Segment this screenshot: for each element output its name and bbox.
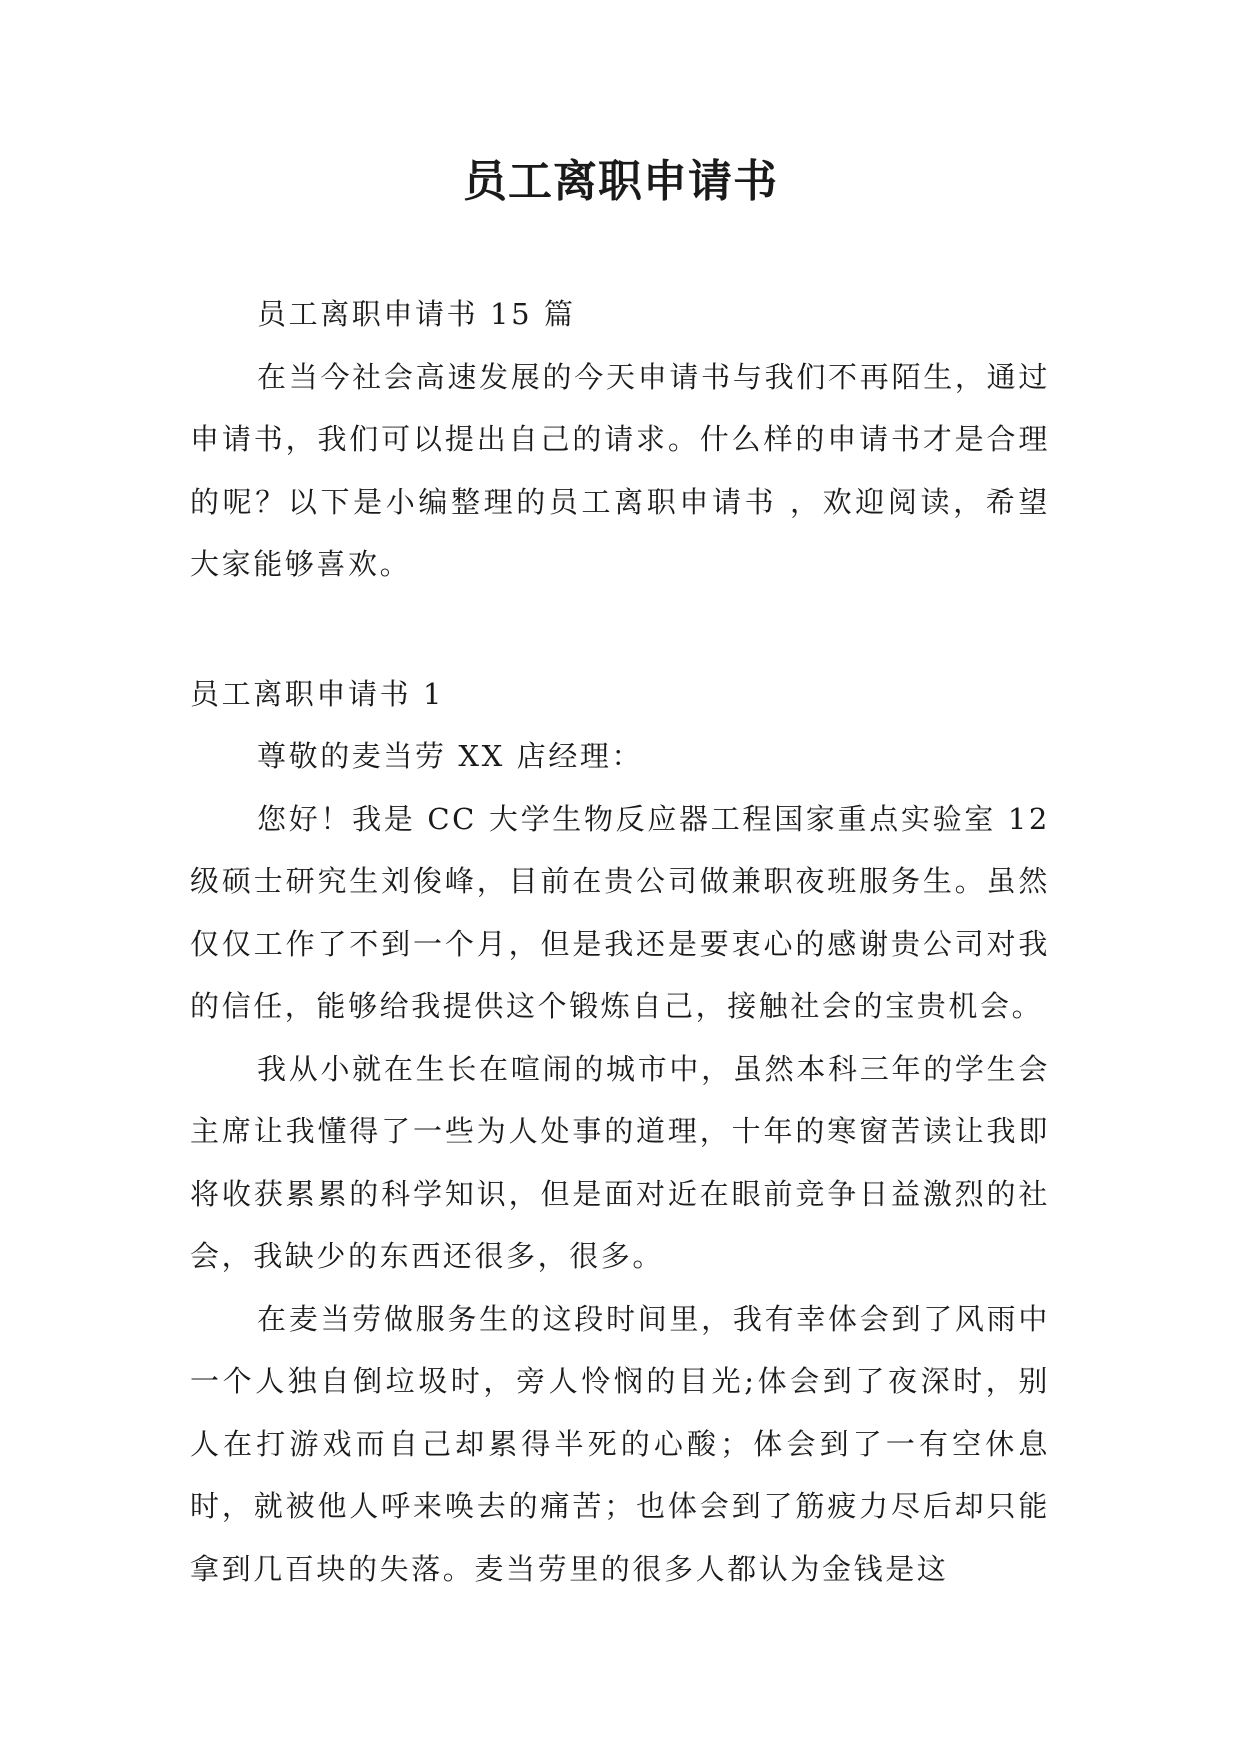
subtitle-line: 员工离职申请书 15 篇 xyxy=(257,297,576,331)
document-body xyxy=(190,283,1050,1600)
body-paragraph-3: 在麦当劳做服务生的这段时间里，我有幸体会到了风雨中一个人独自倒垃圾时，旁人怜悯的目光;体会到了夜深时，别人在打游戏而自己却累得半死的心酸；体会到了一有空休息时，就被他人呼来唤去的痛苦；也体会到了筋疲力尽后却只能拿到几百块的失落。麦当劳里的很多人都认为金钱是这 xyxy=(190,1301,1050,1586)
body-paragraph-1: 您好！我是 CC 大学生物反应器工程国家重点实验室 12 级硕士研究生刘俊峰，目前在贵公司做兼职夜班服务生。虽然仅仅工作了不到一个月，但是我还是要衷心的感谢贵公司对我的信任，能够给我提供这个锻炼自己，接触社会的宝贵机会。 xyxy=(190,801,1050,1023)
body-paragraph-2: 我从小就在生长在喧闹的城市中，虽然本科三年的学生会主席让我懂得了一些为人处事的道理，十年的寒窗苦读让我即将收获累累的科学知识，但是面对近在眼前竞争日益激烈的社会，我缺少的东西还很多，很多。 xyxy=(190,1051,1050,1273)
paragraph-gap xyxy=(190,596,1050,663)
section-heading: 员工离职申请书 1 xyxy=(190,676,445,711)
document-title: 员工离职申请书 xyxy=(463,156,778,207)
salutation: 尊敬的麦当劳 XX 店经理： xyxy=(257,739,644,773)
intro-paragraph: 在当今社会高速发展的今天申请书与我们不再陌生，通过申请书，我们可以提出自己的请求。什么样的申请书才是合理的呢？以下是小编整理的员工离职申请书 ，欢迎阅读，希望大家能够喜欢。 xyxy=(190,359,1050,581)
